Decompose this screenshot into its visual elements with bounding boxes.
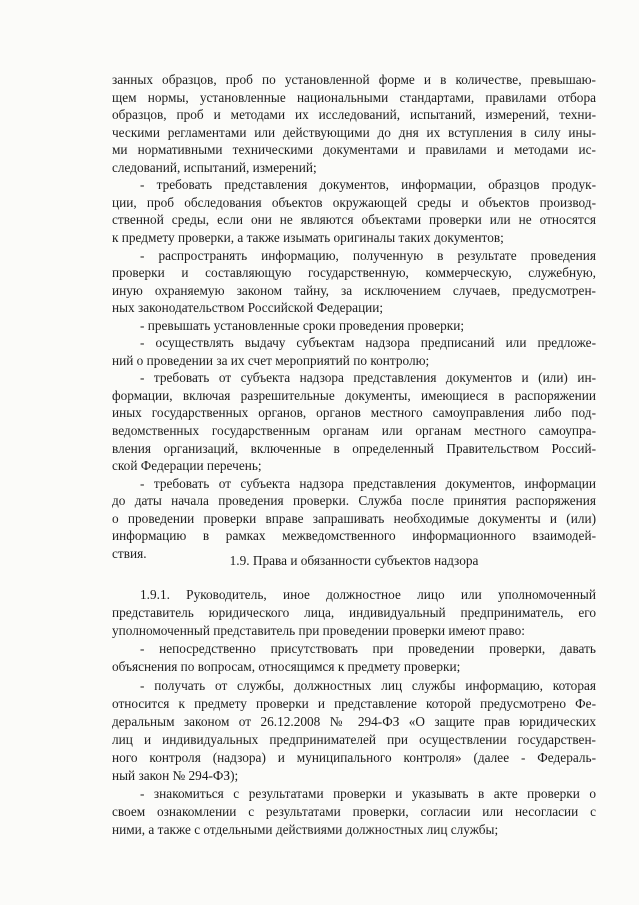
text-line: ствия.	[112, 545, 147, 561]
text-line: ный закон № 294-ФЗ);	[112, 768, 239, 783]
text-line: - непосредственно присутствовать при проведении проверки, давать	[140, 641, 596, 657]
text-line: образцов, проб и методами их исследований, испытаний, измерений, техни-	[112, 107, 596, 123]
text-line: представитель юридического лица, индивидуальный предприниматель, его	[112, 605, 596, 621]
text-line: ний о проведении за их счет мероприятий по контролю;	[112, 352, 430, 368]
text-line: относится к предмету проверки и представление которой предусмотрено Фе-	[112, 695, 596, 711]
text-line: ции, проб обследования объектов окружающей среды и объектов производ-	[112, 194, 596, 210]
text-line: информацию в рамках межведомственного информационного взаимодей-	[112, 528, 596, 544]
text-line: лиц и индивидуальных предпринимателей при осуществлении государствен-	[112, 731, 596, 747]
text-line: о проведении проверки вправе запрашивать необходимые документы и (или)	[112, 510, 596, 526]
text-line: к предмету проверки, а также изымать оригиналы таких документов;	[112, 229, 504, 245]
text-line: формации, включая разрешительные документы, имеющиеся в распоряжении	[112, 387, 596, 403]
text-line: вления организаций, включенные в определенный Правительством Россий-	[112, 440, 596, 456]
text-line: - осуществлять выдачу субъектам надзора предписаний или предложе-	[140, 335, 596, 351]
text-line: ними, а также с отдельными действиями должностных лиц службы;	[112, 822, 499, 838]
text-line: ных законодательством Российской Федерации;	[112, 300, 384, 316]
section-heading: 1.9. Права и обязанности субъектов надзора	[229, 553, 479, 568]
text-line: объяснения по вопросам, относящимся к предмету проверки;	[112, 659, 461, 675]
text-line: - требовать от субъекта надзора представления документов и (или) ин-	[140, 370, 596, 386]
text-line: следований, испытаний, измерений;	[112, 159, 317, 175]
text-line: проверки и составляющую государственную, коммерческую, служебную,	[112, 265, 596, 281]
text-line: ми нормативными техническими документами и правилами и методами ис-	[112, 142, 596, 158]
text-line: своем ознакомлении с результатами проверки, согласии или несогласии с	[112, 804, 596, 820]
text-line: ской Федерации перечень;	[112, 458, 262, 474]
text-line: - превышать установленные сроки проведения проверки;	[140, 317, 465, 333]
text-line: - знакомиться с результатами проверки и указывать в акте проверки о	[140, 786, 596, 802]
text-line: деральным законом от 26.12.2008 № 294-ФЗ «О защите прав юридических	[112, 713, 596, 729]
text-line: - требовать представления документов, информации, образцов продук-	[140, 177, 596, 193]
text-line: щем нормы, установленные национальными стандартами, правилами отбора	[112, 89, 596, 105]
text-line: ственной среды, если они не являются объектами проверки или не относятся	[112, 212, 596, 228]
text-line: иную охраняемую законом тайну, за исключением случаев, предусмотрен-	[112, 282, 596, 298]
text-line: до даты начала проведения проверки. Служба после принятия распоряжения	[112, 493, 596, 509]
text-line: - получать от службы, должностных лиц службы информацию, которая	[140, 677, 596, 693]
text-line: иных государственных органов, органов местного самоуправления либо под-	[112, 405, 596, 421]
text-line: занных образцов, проб по установленной форме и в количестве, превышаю-	[112, 72, 596, 87]
text-line: уполномоченный представитель при проведении проверки имеют право:	[112, 623, 525, 639]
text-line: - требовать от субъекта надзора представления документов, информации	[140, 475, 596, 491]
text-line: ного контроля (надзора) и муниципального контроля» (далее - Федераль-	[112, 749, 596, 765]
text-line: - распространять информацию, полученную в результате проведения	[140, 247, 596, 263]
text-line: 1.9.1. Руководитель, иное должностное лицо или уполномоченный	[140, 587, 596, 602]
text-line: ведомственных государственным органам или органам местного самоупра-	[112, 423, 596, 438]
text-line: ческими регламентами или действующими до дня их вступления в силу ины-	[112, 124, 596, 140]
